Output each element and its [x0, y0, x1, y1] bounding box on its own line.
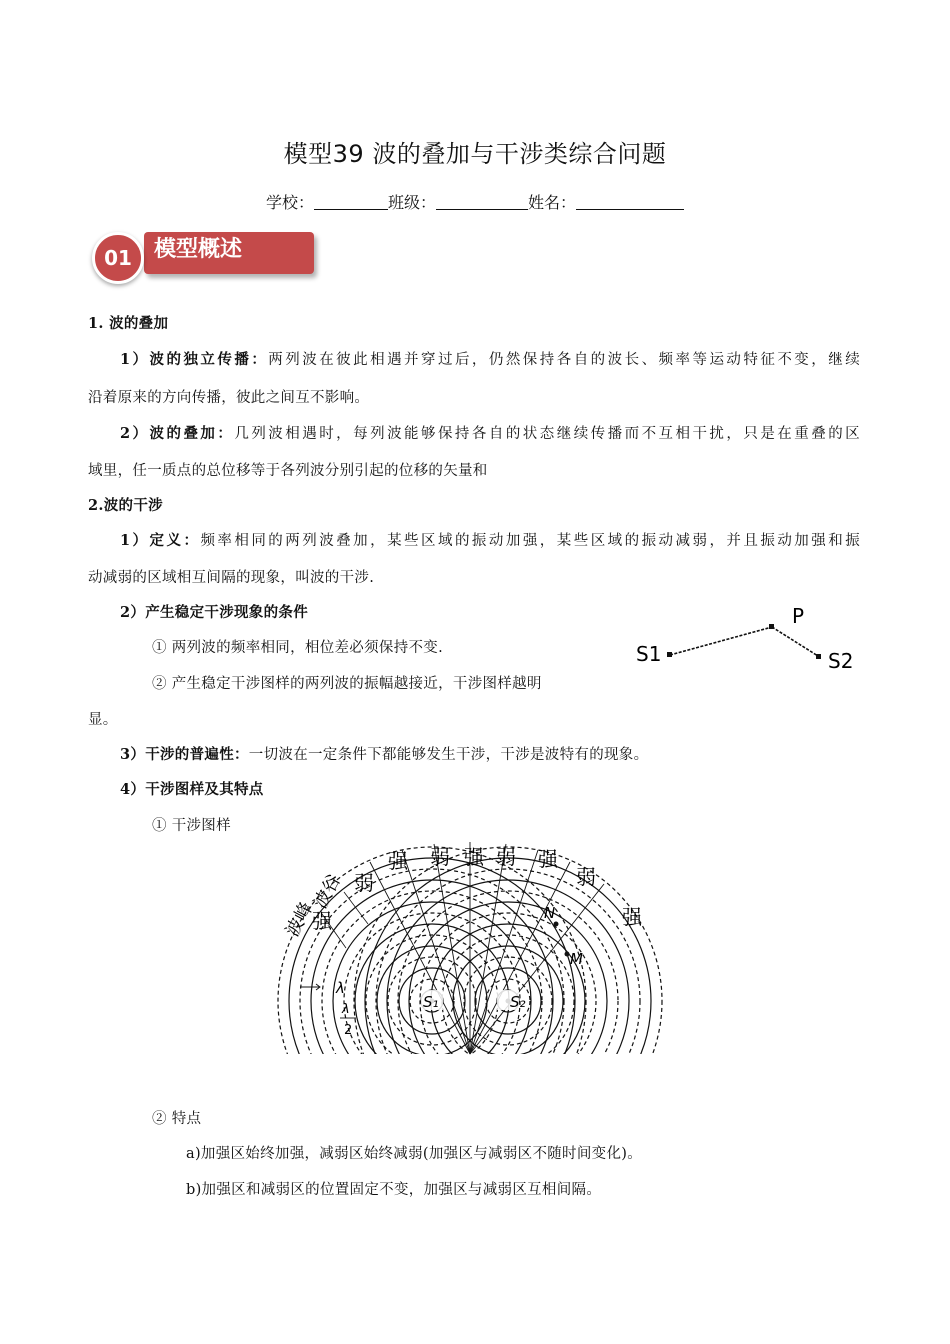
label-p: P — [792, 604, 805, 628]
source-s2: S₂ — [510, 993, 526, 1011]
pattern-item-1: ① 干涉图样 — [152, 818, 231, 834]
condition-2b: 显。 — [88, 712, 118, 728]
right-label-strong: 强 — [622, 905, 642, 929]
wavefront — [398, 891, 618, 1065]
text-definition-b: 动减弱的区域相互间隔的现象，叫波的干涉. — [88, 570, 375, 586]
top-label-5: 强 — [538, 847, 558, 871]
pattern-item-2: ② 特点 — [152, 1111, 202, 1127]
label-definition: 1）定义： — [120, 532, 201, 549]
heading-pattern: 4）干涉图样及其特点 — [120, 781, 264, 798]
left-label-strong: 强 — [312, 909, 332, 933]
label-superposition: 2）波的叠加： — [120, 425, 235, 442]
heading-interference: 2.波的干涉 — [88, 497, 163, 514]
top-label-1: 强 — [388, 849, 408, 873]
interference-pattern-figure — [266, 840, 666, 1065]
section-badge-label: 模型概述 — [144, 232, 314, 274]
label-n: N — [544, 904, 556, 922]
label-independent: 1）波的独立传播： — [120, 351, 269, 368]
right-label-weak: 弱 — [576, 865, 596, 889]
text-definition-a: 频率相同的两列波叠加，某些区域的振动加强，某些区域的振动减弱，并且振动加强和振 — [200, 533, 860, 549]
nodal-ray — [470, 844, 506, 1054]
nodal-ray — [470, 862, 570, 1054]
page-title: 模型39 波的叠加与干涉类综合问题 — [283, 140, 667, 168]
path-difference-figure — [630, 598, 870, 678]
label-s1: S1 — [636, 642, 662, 666]
wavefront — [322, 891, 542, 1065]
label-crest: 波峰 — [281, 898, 318, 941]
para-definition — [120, 531, 860, 551]
heading-superposition: 1. 波的叠加 — [88, 315, 169, 332]
text-superposition-b: 域里，任一质点的总位移等于各列波分别引起的位移的矢量和 — [88, 463, 488, 479]
name-label: 姓名： — [528, 193, 577, 212]
label-half-lambda-den: 2 — [344, 1023, 353, 1038]
para-universality — [120, 745, 648, 765]
class-blank[interactable] — [436, 195, 528, 210]
class-label: 班级： — [387, 193, 436, 212]
label-half-lambda-num: λ — [342, 1002, 350, 1017]
nodal-ray — [434, 844, 470, 1054]
school-label: 学校： — [265, 193, 314, 212]
section-badge-number: 01 — [92, 232, 144, 284]
condition-1: ① 两列波的频率相同，相位差必须保持不变. — [152, 640, 444, 656]
school-blank[interactable] — [314, 195, 388, 210]
wavefront — [409, 902, 607, 1065]
source-s1: S₁ — [423, 993, 439, 1011]
label-universality: 3）干涉的普遍性： — [120, 746, 249, 763]
text-superposition-a: 几列波相遇时，每列波能够保持各自的状态继续传播而不互相干扰，只是在重叠的区 — [234, 426, 860, 442]
feature-a: a)加强区始终加强，减弱区始终减弱(加强区与减弱区不随时间变化)。 — [186, 1146, 643, 1162]
feature-b: b)加强区和减弱区的位置固定不变，加强区与减弱区互相间隔。 — [186, 1182, 602, 1198]
nodal-ray — [370, 862, 470, 1054]
top-label-2: 弱 — [430, 845, 450, 869]
label-m: M — [570, 950, 583, 968]
text-independent-a: 两列波在彼此相遇并穿过后，仍然保持各自的波长、频率等运动特征不变，继续 — [268, 352, 860, 368]
para-independent-propagation — [120, 350, 860, 370]
condition-2a: ② 产生稳定干涉图样的两列波的振幅越接近，干涉图样越明 — [152, 676, 542, 692]
label-trough: 波谷 — [309, 870, 346, 913]
text-universality: 一切波在一定条件下都能够发生干涉，干涉是波特有的现象。 — [248, 747, 649, 763]
section-badge — [92, 232, 318, 286]
text-independent-b: 沿着原来的方向传播，彼此之间互不影响。 — [88, 390, 370, 406]
wavefront — [333, 902, 531, 1065]
student-info-line — [0, 190, 950, 213]
label-lambda: λ — [336, 979, 345, 997]
wavefront — [387, 880, 629, 1065]
heading-conditions: 2）产生稳定干涉现象的条件 — [120, 604, 308, 621]
top-label-3: 强 — [464, 845, 484, 869]
label-s2: S2 — [828, 649, 854, 673]
name-blank[interactable] — [576, 195, 684, 210]
top-label-4: 弱 — [496, 845, 516, 869]
left-label-weak: 弱 — [354, 871, 374, 895]
para-superposition — [120, 424, 860, 444]
